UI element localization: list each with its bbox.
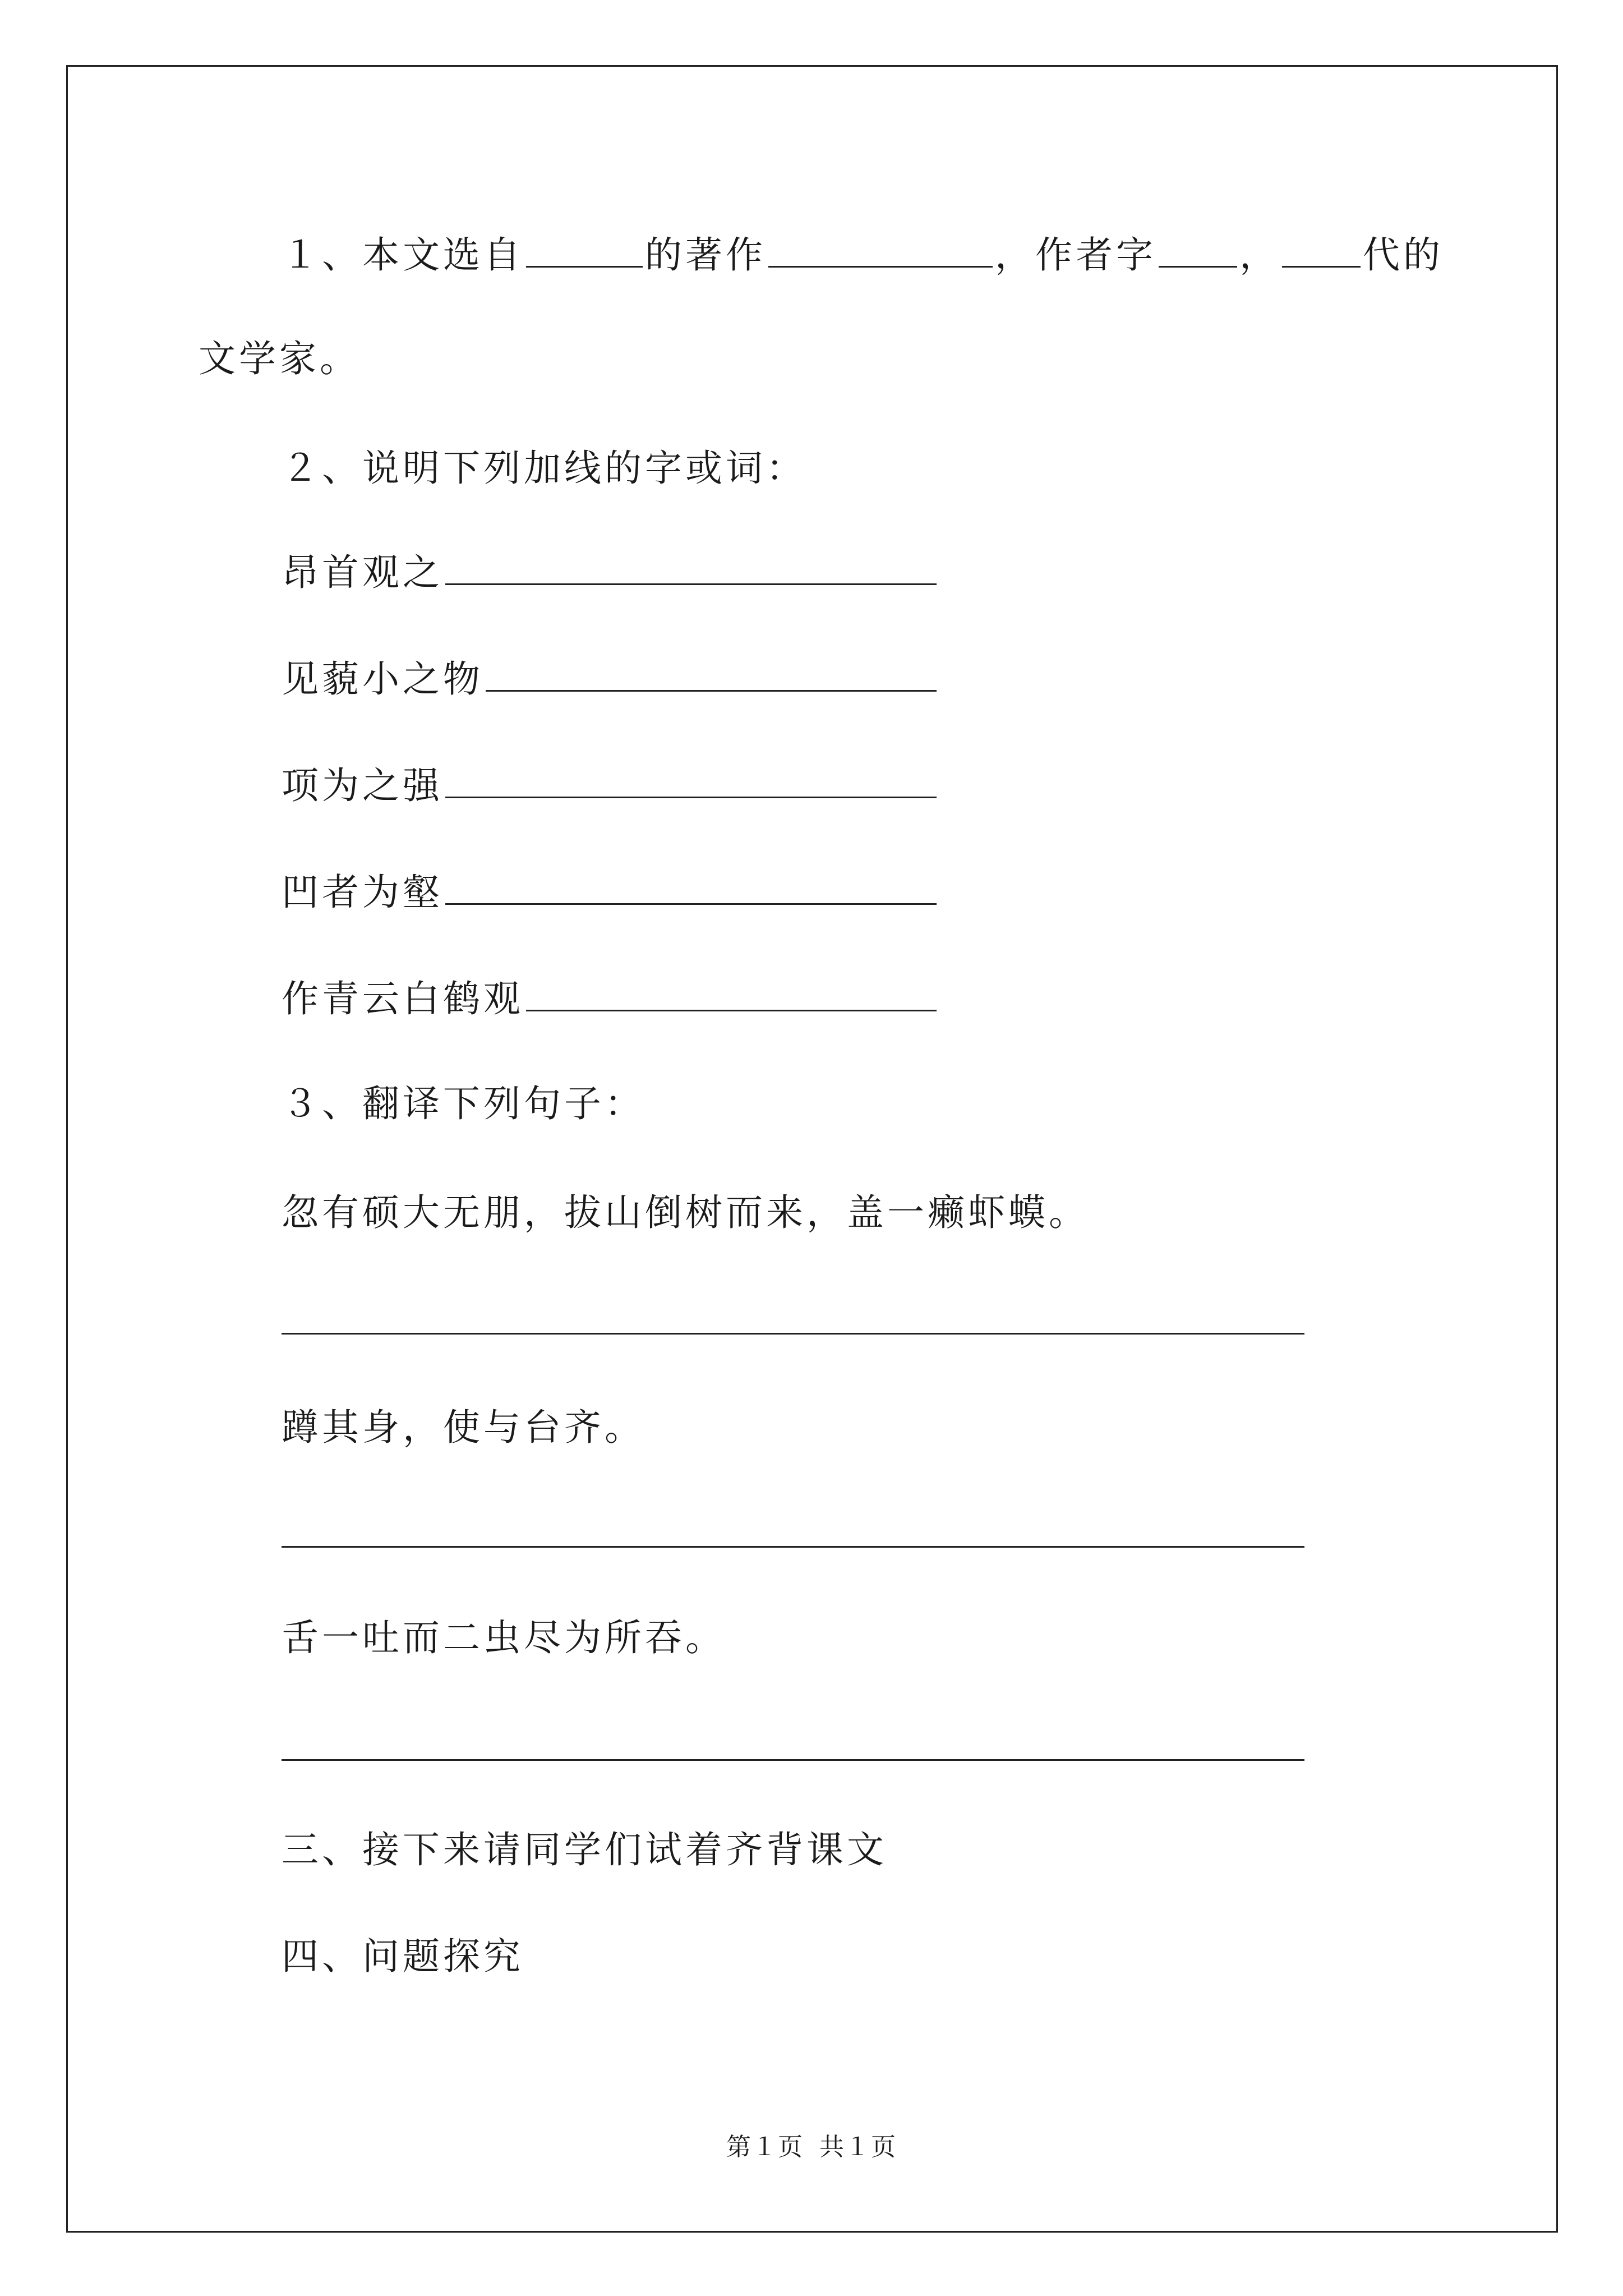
question-1-line	[282, 231, 1444, 278]
q2-answer-blank[interactable]	[486, 655, 937, 692]
q1-text-source: １、本文选自	[282, 233, 524, 277]
q2-item-label: 见藐小之物	[282, 657, 483, 701]
question-1-continuation: 文学家。	[199, 337, 360, 380]
q2-item-row	[282, 975, 939, 1022]
q3-answer-line[interactable]	[282, 1333, 1304, 1335]
q3-answer-line[interactable]	[282, 1546, 1304, 1548]
q1-text-dynasty: 代的	[1363, 233, 1444, 277]
q3-sentence: 蹲其身，使与台齐。	[282, 1406, 645, 1449]
q2-item-row	[282, 868, 939, 915]
page-border	[66, 65, 1558, 2233]
page-footer	[0, 2132, 1623, 2163]
q2-answer-blank[interactable]	[526, 975, 937, 1011]
q2-item-label: 作青云白鹤观	[282, 977, 524, 1020]
q3-answer-line[interactable]	[282, 1759, 1304, 1761]
q1-blank-work[interactable]	[768, 231, 993, 268]
q3-sentence: 舌一吐而二虫尽为所吞。	[282, 1616, 726, 1659]
q2-item-row	[282, 549, 939, 595]
section-three-heading: 三、接下来请同学们试着齐背课文	[282, 1828, 887, 1871]
q2-answer-blank[interactable]	[445, 868, 937, 905]
q1-text-work: 的著作	[645, 233, 766, 277]
q2-item-label: 昂首观之	[282, 551, 443, 594]
q3-sentence: 忽有硕大无朋，拔山倒树而来，盖一癞虾蟆。	[282, 1191, 1089, 1234]
q2-item-row	[282, 762, 939, 808]
question-2-heading: ２、说明下列加线的字或词：	[282, 447, 806, 490]
q2-answer-blank[interactable]	[445, 762, 937, 798]
q2-answer-blank[interactable]	[445, 549, 937, 585]
q1-text-comma: ，	[1239, 233, 1280, 277]
q1-text-author: ，作者字	[995, 233, 1156, 277]
question-3-heading: ３、翻译下列句子：	[282, 1082, 645, 1125]
page-total: 共１页	[819, 2133, 897, 2161]
q2-item-label: 项为之强	[282, 764, 443, 807]
q2-item-label: 凹者为壑	[282, 871, 443, 914]
section-four-heading: 四、问题探究	[282, 1935, 524, 1978]
q2-item-row	[282, 655, 939, 702]
page-number: 第１页	[726, 2133, 804, 2161]
q1-blank-dynasty[interactable]	[1282, 231, 1361, 268]
q1-blank-courtesy-name[interactable]	[1159, 231, 1237, 268]
q1-blank-source[interactable]	[526, 231, 643, 268]
